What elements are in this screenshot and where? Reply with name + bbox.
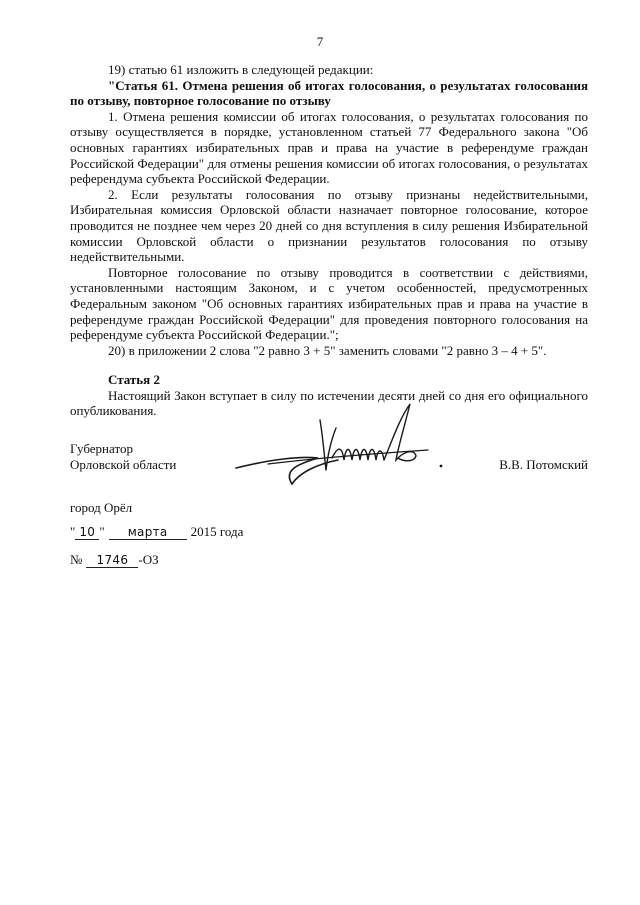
paragraph-4: 20) в приложении 2 слова "2 равно 3 + 5" заменить словами "2 равно 3 – 4 + 5". [108, 342, 547, 358]
signatory-title-line1: Губернатор [70, 441, 133, 456]
date-day: 10 [75, 525, 99, 540]
article-61-heading: "Статья 61. Отмена решения об итогах голосования, о результатах голосования по отзыву, повторное голосование по отзыву [70, 77, 588, 109]
document-body [70, 62, 588, 419]
article-2-text: Настоящий Закон вступает в силу по истечении десяти дней со дня его официального опубликования. [70, 387, 588, 419]
date-year: 2015 года [190, 524, 244, 539]
intro-paragraph: 19) статью 61 изложить в следующей редакции: [108, 62, 374, 77]
city-line: город Орёл [70, 500, 133, 515]
handwritten-signature [228, 398, 448, 498]
signatory-title-line2: Орловской области [70, 457, 177, 472]
signatory-title [70, 441, 176, 473]
date-month: марта [109, 525, 187, 540]
law-number-line [70, 552, 159, 568]
date-line [70, 524, 243, 540]
number-suffix: -ОЗ [138, 552, 159, 567]
article-2-heading: Статья 2 [108, 372, 160, 388]
date-quote-close: " [99, 524, 105, 539]
date-quote-open: " [70, 524, 76, 539]
law-number: 1746 [86, 553, 138, 568]
signatory-name: В.В. Потомский [499, 457, 588, 472]
paragraph-3: Повторное голосование по отзыву проводится в соответствии с действиями, установленными настоящим Законом, и с учетом особенностей, предусмотренных Федеральным законом "Об основных гарантиях избирательных прав и права на участие в референдуме граждан Российской Федерации" для проведения повторного голосования на референдуме субъекта Российской Федерации."; [70, 264, 588, 343]
paragraph-1: 1. Отмена решения комиссии об итогах голосования, о результатах голосования по отзыву осуществляется в порядке, установленном статьей 77 Федерального закона "Об основных гарантиях избирательных прав и права на участие в референдуме граждан Российской Федерации" для отмены решения комиссии об итогах голосования, о результатах референдума субъекта Российской Федерации. [70, 108, 588, 187]
number-sign: № [70, 552, 83, 567]
page-number: 7 [316, 34, 324, 49]
paragraph-2: 2. Если результаты голосования по отзыву признаны недействительными, Избирательная комиссия Орловской области назначает повторное голосование, которое проводится не позднее чем через 20 дней со дня вступления в силу решения Избирательной комиссии Орловской области о признании результатов голосования по отзыву недействительными. [70, 186, 588, 265]
